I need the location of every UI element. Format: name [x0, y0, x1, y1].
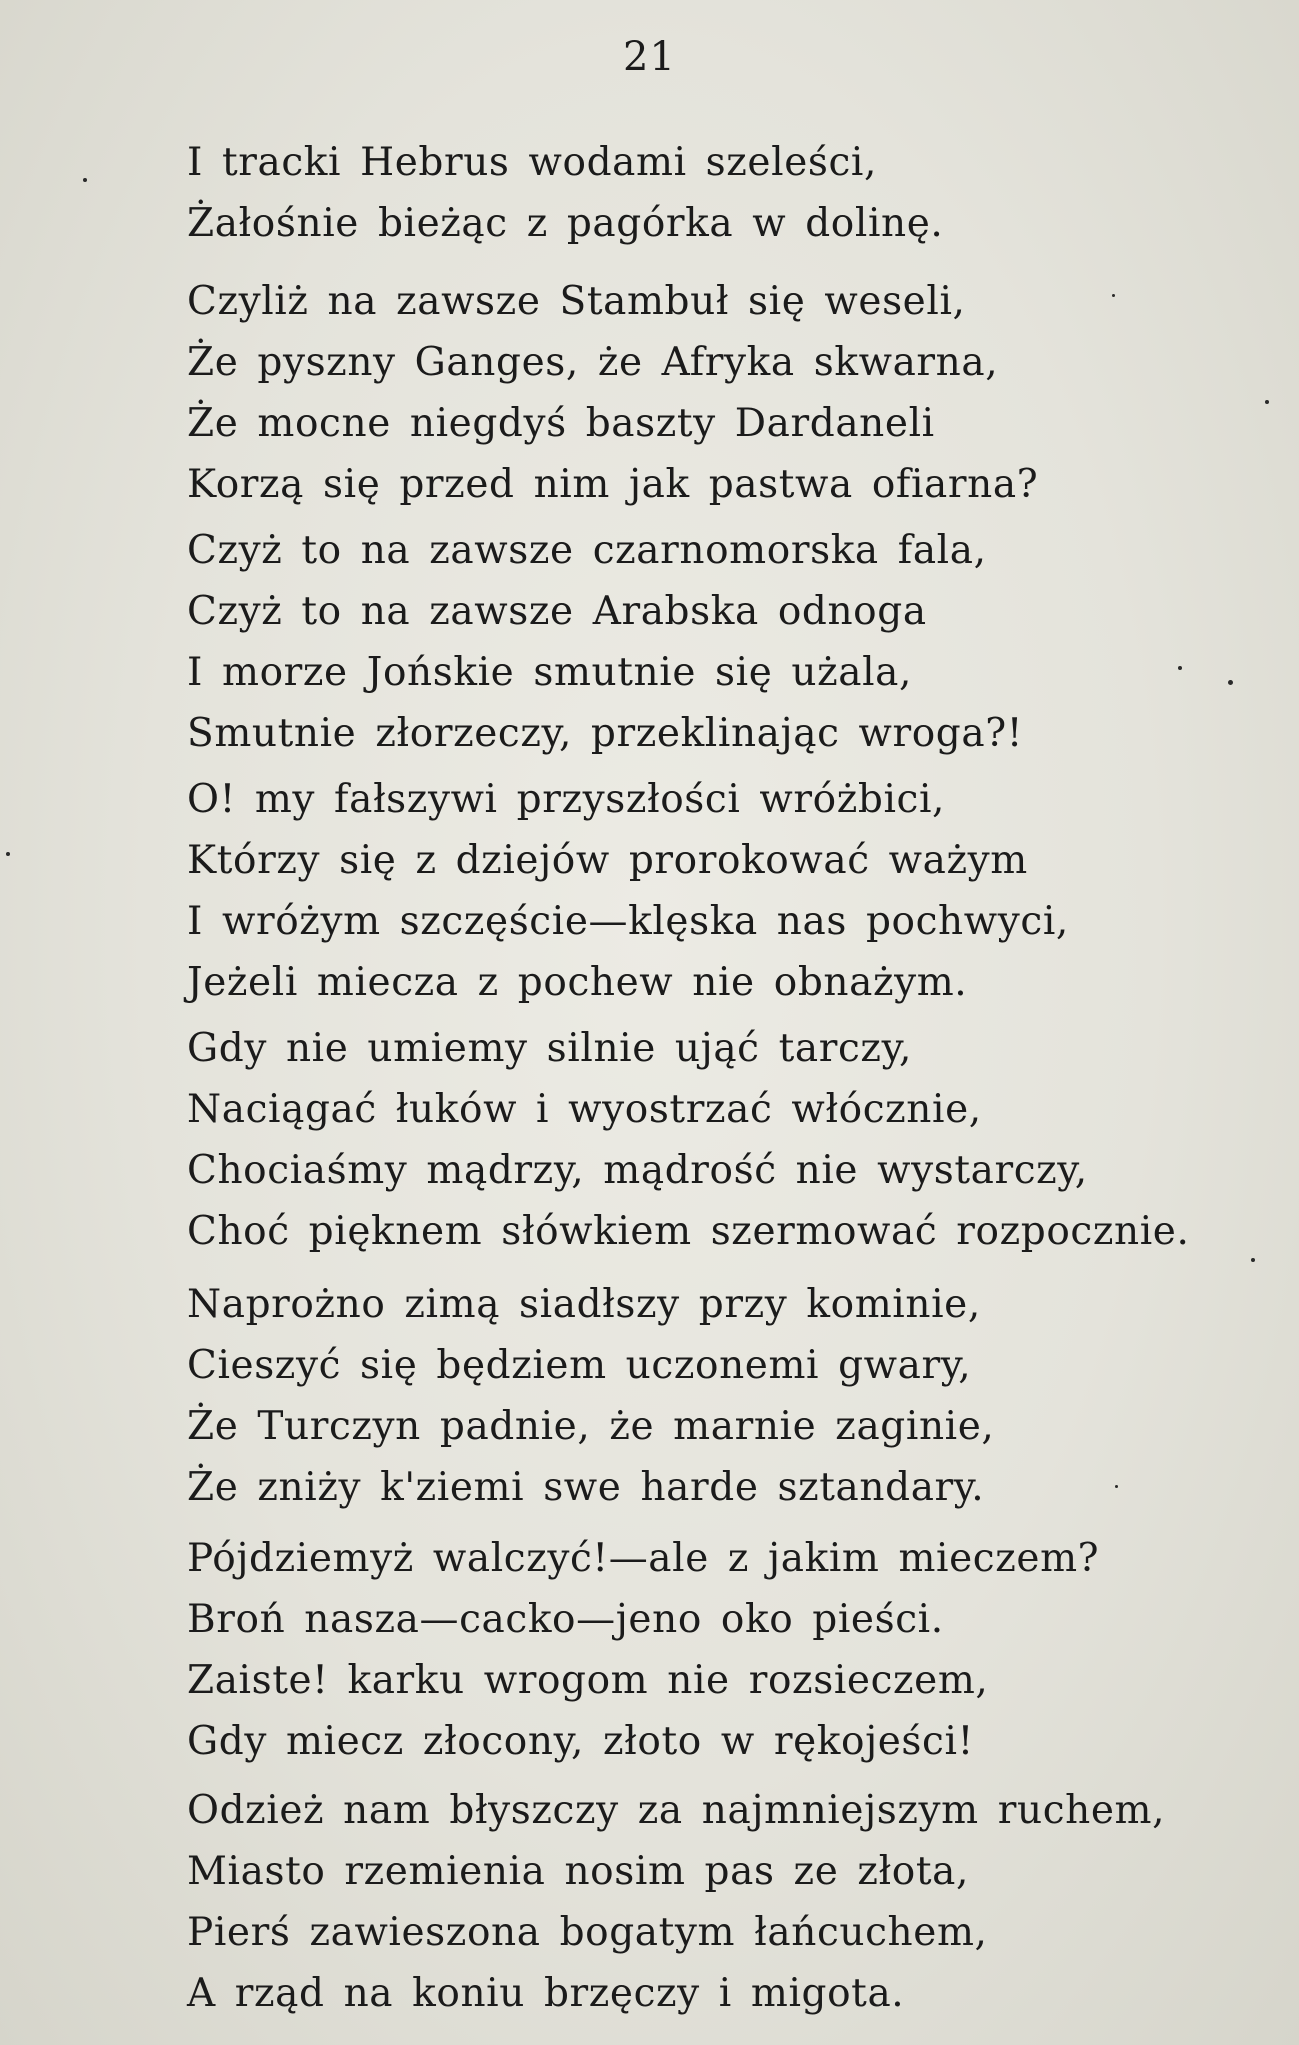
stanza — [187, 769, 1267, 1013]
poem-line: Żałośnie bieżąc z pagórka w dolinę. — [187, 201, 944, 246]
poem-line: Chociaśmy mądrzy, mądrość nie wystarczy, — [187, 1148, 1088, 1193]
poem-line: Pójdziemyż walczyć!—ale z jakim mieczem? — [187, 1536, 1100, 1581]
poem-line: I tracki Hebrus wodami szeleści, — [187, 140, 877, 185]
poem-line: O! my fałszywi przyszłości wróżbici, — [187, 777, 946, 822]
paper-speck — [1112, 294, 1115, 297]
paper-speck — [1228, 680, 1233, 685]
stanza — [187, 1018, 1267, 1262]
poem-line: Gdy nie umiemy silnie ująć tarczy, — [187, 1026, 913, 1071]
poem-line: I morze Jońskie smutnie się użala, — [187, 650, 913, 695]
poem-line: Że mocne niegdyś baszty Dardaneli — [187, 401, 935, 446]
poem-line: Korzą się przed nim jak pastwa ofiarna? — [187, 462, 1039, 507]
paper-speck — [6, 852, 10, 856]
poem-line: Naprożno zimą siadłszy przy kominie, — [187, 1282, 981, 1327]
paper-speck — [83, 178, 87, 182]
poem-line: Czyż to na zawsze czarnomorska fala, — [187, 528, 987, 573]
poem-body — [187, 132, 1267, 2024]
poem-line: Pierś zawieszona bogatym łańcuchem, — [187, 1910, 988, 1955]
poem-line: Że pyszny Ganges, że Afryka skwarna, — [187, 340, 999, 385]
stanza — [187, 1528, 1267, 1772]
poem-line: Że zniży k'ziemi swe harde sztandary. — [187, 1465, 985, 1510]
poem-line: Miasto rzemienia nosim pas ze złota, — [187, 1849, 969, 1894]
poem-line: I wróżym szczęście—klęska nas pochwyci, — [187, 899, 1069, 944]
poem-line: Choć pięknem słówkiem szermować rozpocznie. — [187, 1209, 1190, 1254]
poem-line: Broń nasza—cacko—jeno oko pieści. — [187, 1597, 944, 1642]
stanza — [187, 1780, 1267, 2024]
paper-speck — [1178, 666, 1182, 670]
stanza — [187, 271, 1267, 515]
poem-line: Czyż to na zawsze Arabska odnoga — [187, 589, 927, 634]
page-number: 21 — [623, 34, 676, 80]
paper-speck — [1251, 1258, 1255, 1262]
poem-line: Że Turczyn padnie, że marnie zaginie, — [187, 1404, 995, 1449]
poem-line: Naciągać łuków i wyostrzać włócznie, — [187, 1087, 982, 1132]
stanza — [187, 520, 1267, 764]
poem-line: A rząd na koniu brzęczy i migota. — [187, 1971, 905, 2016]
paper-speck — [1265, 400, 1269, 404]
poem-line: Jeżeli miecza z pochew nie obnażym. — [187, 960, 968, 1005]
poem-line: Odzież nam błyszczy za najmniejszym ruchem, — [187, 1788, 1166, 1833]
stanza — [187, 132, 1267, 254]
stanza — [187, 1274, 1267, 1518]
poem-line: Cieszyć się będziem uczonemi gwary, — [187, 1343, 972, 1388]
poem-line: Smutnie złorzeczy, przeklinając wroga?! — [187, 711, 1024, 756]
poem-line: Czyliż na zawsze Stambuł się weseli, — [187, 279, 966, 324]
poem-line: Gdy miecz złocony, złoto w rękojeści! — [187, 1719, 974, 1764]
poem-line: Którzy się z dziejów prorokować ważym — [187, 838, 1028, 883]
paper-speck — [1115, 1485, 1118, 1488]
poem-line: Zaiste! karku wrogom nie rozsieczem, — [187, 1658, 989, 1703]
